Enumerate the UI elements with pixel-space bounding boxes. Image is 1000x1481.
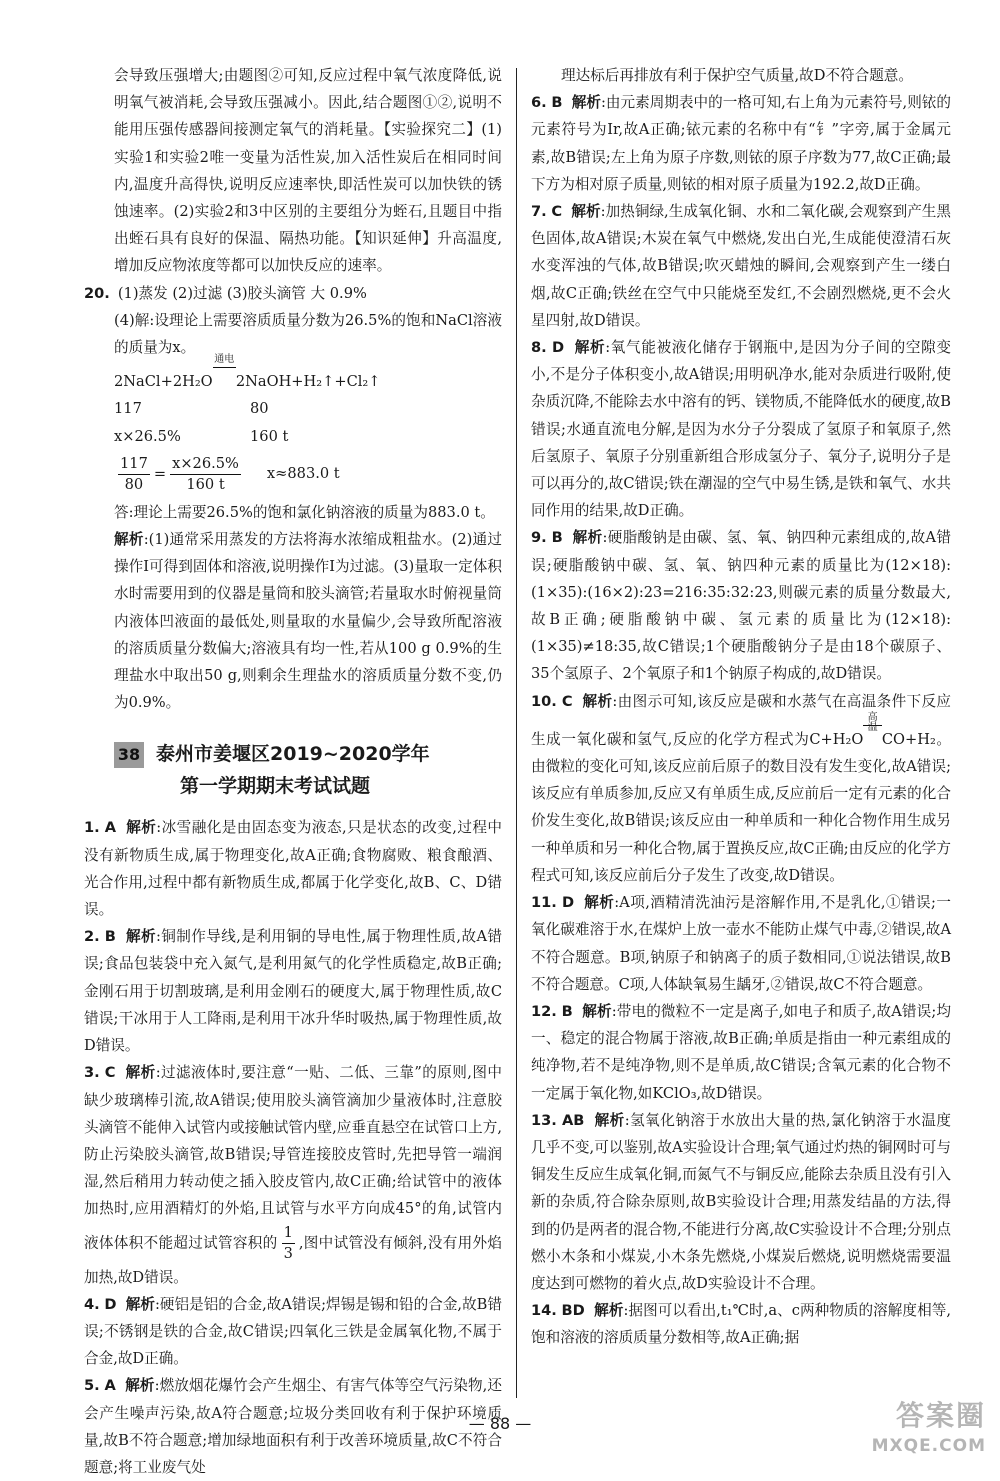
answer-letter: D <box>561 894 575 912</box>
analysis-tag: 解析 <box>125 1064 156 1082</box>
mass-value: 80 <box>250 400 269 418</box>
analysis-text: ,图中试管没有倾斜,没有用外焰加热,故D错误。 <box>84 1234 502 1286</box>
analysis-tag: 解析 <box>594 1302 624 1320</box>
mass-value: 160 t <box>250 427 289 445</box>
section-title-line-1: 泰州市姜堰区2019~2020学年 <box>156 743 430 766</box>
question-number: 13. <box>531 1111 557 1129</box>
analysis-text: :氧气能被液化储存于钢瓶中,是因为分子间的空隙变小,不是分子体积变小,故A错误;用明矾净水,能对杂质进行吸附,使杂质沉降,不能除去水中溶有的钙、镁物质,不能降低水的硬度,故B错误;水通直流电分解,是因为水分子分裂成了氢原子和氧原子,然后氢原子、氧原子分别重新组合形成氢分子、氧分子,说明分子是可以再分的,故C错误;铁在潮湿的空气中易生锈,是铁和氧气、水共同作用的结果,故D正确。 <box>531 339 951 520</box>
analysis-tag: 解析 <box>125 1377 155 1395</box>
analysis-text: 。由微粒的变化可知,该反应前后原子的数目没有发生变化,故A错误;该反应有单质参加,反应又有单质生成,反应前后一定有元素的化合价发生变化,故B错误;该反应由一种单质和一种化合物作用生成另一种单质和另一种化合物,属于置换反应,故C正确;由反应的化学方程式可知,该反应前后分子发生了改变,故D错误。 <box>531 730 951 884</box>
question-6 <box>531 89 951 198</box>
proportion-equation: $\frac{117}{80}$ = $\frac{x\times 26.5\%}{160 t}$ x≈883.0 t <box>120 454 340 493</box>
question-4 <box>84 1291 502 1373</box>
mass-row-1 <box>84 395 502 422</box>
q20-solution-line: (4)解:设理论上需要溶质质量分数为26.5%的饱和NaCl溶液的质量为x。 <box>114 311 502 357</box>
question-12 <box>531 998 951 1107</box>
analysis-text: :铜制作导线,是利用铜的导电性,属于物理性质,故A错误;食品包装袋中充入氮气,是利用氮气的化学性质稳定,故B正确;金刚石用于切割玻璃,是利用金刚石的硬度大,属于物理性质,故C错误;干冰用于人工降雨,是利用干冰升华时吸热,属于物理性质,故D错误。 <box>84 928 502 1055</box>
q20-answer-statement: 答:理论上需要26.5%的饱和氯化钠溶液的质量为883.0 t。 <box>114 503 495 521</box>
question-13 <box>531 1107 951 1297</box>
question-10 <box>531 688 951 889</box>
chemical-equation: C+H₂O 高温 CO+H₂ <box>809 715 935 753</box>
answer-letter: B <box>551 94 563 112</box>
analysis-text: :由图示可知,该反应是碳和水蒸气在高温条件下反应生成一氧化碳和氢气,反应的化学方程式为 <box>531 692 951 748</box>
watermark-logo <box>836 1394 986 1456</box>
analysis-text: :(1)通常采用蒸发的方法将海水浓缩成粗盐水。(2)通过操作Ⅰ可得到固体和溶液,说明操作Ⅰ为过滤。(3)量取一定体积水时需要用到的仪器是量筒和胶头滴管;若量取水时俯视量筒内液体凹液面的最低处,则量取的水量偏少,会导致所配溶液的溶质质量分数偏大;溶液具有均一性,若从100 g 0.9%的生理盐水中取出50 g,则剩余生理盐水的溶质质量分数不变,仍为0.9%。 <box>114 531 502 712</box>
question-number: 14. <box>531 1302 557 1320</box>
analysis-tag: 解析 <box>571 203 601 221</box>
equation-condition <box>863 711 882 753</box>
chemical-equation <box>84 354 502 395</box>
question-20 <box>84 280 502 717</box>
page-number: — 88 — <box>468 1414 532 1433</box>
left-column <box>84 62 502 1481</box>
analysis-tag: 解析 <box>594 1111 625 1129</box>
answer-letter: BD <box>561 1302 585 1320</box>
answer-letter: C <box>561 692 573 710</box>
analysis-tag: 解析 <box>125 928 156 946</box>
analysis-text: :燃放烟花爆竹会产生烟尘、有害气体等空气污染物,还会产生噪声污染,故A符合题意;垃圾分类回收有利于保护环境质量,故B不符合题意;增加绿地面积有利于改善环境质量,故C不符合题意;将工业废气处 <box>84 1377 502 1476</box>
answer-letter: D <box>552 339 565 357</box>
analysis-text: :据图可以看出,t₁℃时,a、c两种物质的溶解度相等,饱和溶液的溶质质量分数相等,故A正确;据 <box>531 1302 951 1347</box>
analysis-tag: 解析 <box>572 529 603 547</box>
section-number-badge: 38 <box>114 742 144 768</box>
column-divider <box>516 68 517 1398</box>
answer-letter: A <box>104 819 117 837</box>
fraction: $\frac{1}{3}$ <box>283 1223 293 1262</box>
analysis-text: :过滤液体时,要注意“一贴、二低、三靠”的原则,图中缺少玻璃棒引流,故A错误;使用胶头滴管滴加少量液体时,注意胶头滴管不能伸入试管内或接触试管内壁,应垂直悬空在试管口上方,防止污染胶头滴管,故B错误;导管连接胶皮管时,先把导管一端润湿,然后稍用力转动使之插入胶皮管内,故C正确;给试管中的液体加热时,应用酒精灯的外焰,且试管与水平方向成45°的角,试管内液体体积不能超过试管容积的 <box>84 1064 502 1252</box>
analysis-tag: 解析 <box>114 531 144 549</box>
answer-letter: A <box>104 1377 116 1395</box>
right-column <box>531 62 951 1352</box>
continued-analysis-paragraph: 会导致压强增大;由题图②可知,反应过程中氧气浓度降低,说明氧气被消耗,会导致压强减小。因此,结合题图①②,说明不能用压强传感器间接测定氧气的消耗量。【实验探究二】(1)实验1和实验2唯一变量为活性炭,加入活性炭后在相同时间内,温度升高得快,说明反应速率快,即活性炭可以加快铁的锈蚀速率。(2)实验2和3中区别的主要组分为蛭石,且题目中指出蛭石具有良好的保温、隔热功能。【知识延伸】升高温度,增加反应物浓度等都可以加快反应的速率。 <box>114 67 502 275</box>
question-14 <box>531 1297 951 1351</box>
answer-letter: C <box>551 203 563 221</box>
question-number: 8. <box>531 339 547 357</box>
analysis-tag: 解析 <box>582 1002 612 1020</box>
watermark-url: MXQE.COM <box>871 1436 986 1456</box>
question-2 <box>84 923 502 1059</box>
question-number: 2. <box>84 928 100 946</box>
answer-letter: D <box>104 1295 117 1313</box>
q20-analysis <box>84 526 502 716</box>
equation-reactants: 2NaCl+2H₂O <box>114 373 213 391</box>
answer-letter: C <box>104 1064 116 1082</box>
approx-result: x≈883.0 t <box>266 465 340 483</box>
mass-value: 117 <box>114 400 142 418</box>
answer-letter: B <box>104 928 116 946</box>
analysis-text: :由元素周期表中的一格可知,右上角为元素符号,则铱的元素符号为Ir,故A正确;铱元素的名称中有“钅”字旁,属于金属元素,故B错误;左上角为原子序数,则铱的原子序数为77,故C正确;最下方为相对原子质量,则铱的相对原子质量为192.2,故D正确。 <box>531 94 951 193</box>
condition-label: 通电 <box>214 354 235 366</box>
analysis-text: :硬脂酸钠是由碳、氢、氧、钠四种元素组成的,故A错误;硬脂酸钠中碳、氢、氧、钠四种元素的质量比为(12×18):(1×35):(16×2):23=216:35:32:23,则碳元素的质量分数最大,故B正确;硬脂酸钠中碳、氢元素的质量比为(12×18):(1×35)≠18:35,故C错误;1个硬脂酸钠分子是由18个碳原子、35个氢原子、2个氧原子和1个钠原子构成的,故D错误。 <box>531 529 951 683</box>
mass-row-2 <box>84 423 502 450</box>
analysis-tag: 解析 <box>126 819 157 837</box>
question-number: 20. <box>84 284 110 302</box>
question-7: 7. C 解析:加热铜绿,生成氧化铜、水和二氧化碳,会观察到产生黑色固体,故A错误;木炭在氧气中燃烧,发出白光,生成能使澄清石灰水变浑浊的气体,故B错误;吹灭蜡烛的瞬间,会观察到产生一缕白烟,故C正确;铁丝在空气中只能烧至发红,不会剧烈燃烧,更不会火星四射,故D错误。 <box>531 203 952 329</box>
analysis-text: :氢氧化钠溶于水放出大量的热,氯化钠溶于水温度几乎不变,可以鉴别,故A实验设计合理;氧气通过灼热的铜网时可与铜发生反应生成氧化铜,而氮气不与铜反应,能除去杂质且没有引入新的杂质,符合除杂原则,故B实验设计合理;用蒸发结晶的方法,得到的仍是两者的混合物,不能进行分离,故C实验设计不合理;分别点燃小木条和小煤炭,小木条先燃烧,小煤炭后燃烧,说明燃烧需要温度达到可燃物的着火点,故D实验设计不合理。 <box>531 1111 951 1292</box>
q20-answer-line: (1)蒸发 (2)过滤 (3)胶头滴管 大 0.9% <box>117 284 367 302</box>
question-number: 4. <box>84 1295 100 1313</box>
section-title-line-2: 第一学期期末考试试题 <box>180 775 371 798</box>
section-header <box>84 738 502 804</box>
question-number: 7. <box>531 203 547 221</box>
fraction: $\frac{x\times 26.5\%}{160 t}$ <box>172 454 239 493</box>
analysis-tag: 解析 <box>582 692 613 710</box>
fraction: $\frac{117}{80}$ <box>120 454 148 493</box>
question-number: 3. <box>84 1064 100 1082</box>
question-11 <box>531 889 951 998</box>
question-8 <box>531 334 951 524</box>
question-number: 9. <box>531 529 547 547</box>
question-9 <box>531 524 951 687</box>
analysis-text: :A项,酒精清洗油污是溶解作用,不是乳化,①错误;一氧化碳难溶于水,在煤炉上放一壶水不能防止煤气中毒,②错误,故A不符合题意。B项,钠原子和钠离子的质子数相同,①说法错误,故B不符合题意。C项,人体缺氧易生龋牙,②错误,故C不符合题意。 <box>531 894 951 993</box>
analysis-tag: 解析 <box>574 339 606 357</box>
question-number: 5. <box>84 1377 100 1395</box>
answer-letter: AB <box>561 1111 585 1129</box>
question-number: 6. <box>531 94 547 112</box>
analysis-tag: 解析 <box>571 94 601 112</box>
analysis-text: :带电的微粒不一定是离子,如电子和质子,故A错误;均一、稳定的混合物属于溶液,故B正确;单质是指由一种元素组成的纯净物,若不是纯净物,则不是单质,故C错误;含氧元素的化合物不一定属于氧化物,如KClO₃,故D错误。 <box>531 1002 951 1102</box>
equation-products: 2NaOH+H₂↑+Cl₂↑ <box>235 373 381 391</box>
answer-letter: B <box>551 529 563 547</box>
analysis-text: :硬铝是铝的合金,故A错误;焊锡是锡和铅的合金,故B错误;不锈钢是铁的合金,故C错误;四氧化三铁是金属氧化物,不属于合金,故D正确。 <box>84 1295 502 1368</box>
analysis-tag: 解析 <box>584 894 615 912</box>
equation-condition <box>213 354 236 395</box>
question-3 <box>84 1059 502 1290</box>
question-number: 12. <box>531 1002 557 1020</box>
mass-value: x×26.5% <box>114 427 181 445</box>
answer-letter: B <box>561 1002 573 1020</box>
question-number: 1. <box>84 819 100 837</box>
question-number: 11. <box>531 894 557 912</box>
analysis-text: 加热铜绿,生成氧化铜、水和二氧化碳,会观察到产生黑色固体,故A错误;木炭在氧气中燃烧,发出白光,生成能使澄清石灰水变浑浊的气体,故B错误;吹灭蜡烛的瞬间,会观察到产生一缕白烟,故C正确;铁丝在空气中只能烧至发红,不会剧烈燃烧,更不会火星四射,故D错误。 <box>531 203 952 329</box>
question-number: 10. <box>531 692 557 710</box>
continued-analysis-paragraph: 理达标后再排放有利于保护空气质量,故D不符合题意。 <box>561 67 913 84</box>
condition-label: 高温 <box>867 711 878 733</box>
analysis-text: :冰雪融化是由固态变为液态,只是状态的改变,过程中没有新物质生成,属于物理变化,故A正确;食物腐败、粮食酿酒、光合作用,过程中都有新物质生成,都属于化学变化,故B、C、D错误。 <box>84 819 502 919</box>
watermark-text: 答案圈 <box>895 1399 986 1432</box>
analysis-tag: 解析 <box>125 1295 155 1313</box>
question-1 <box>84 814 502 923</box>
